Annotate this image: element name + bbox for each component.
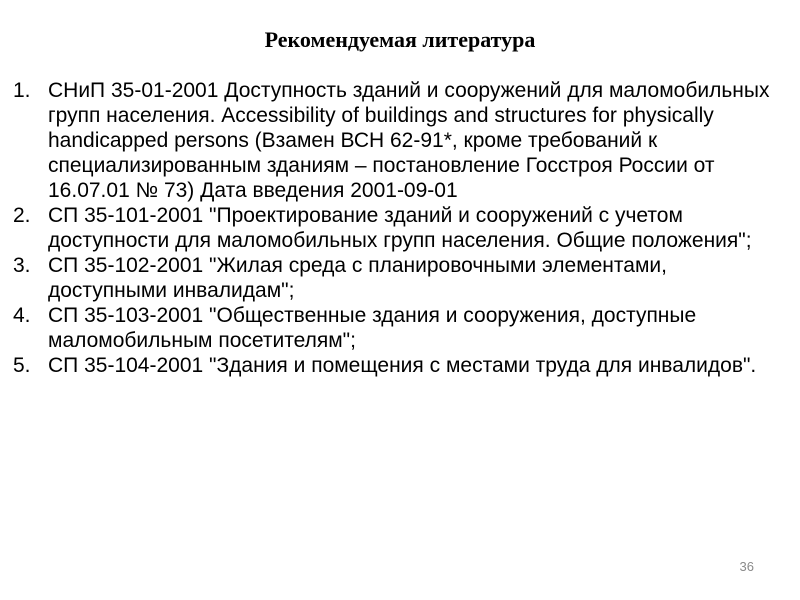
- list-item-text: СНиП 35-01-2001 Доступность зданий и сооружений для маломобильных групп населения. Accessibility of buildings and structures for physically handicapped persons (Взамен ВСН 62-91*, кроме требований к специализированным зданиям – постановление Госстроя России от 16.07.01 № 73) Дата введения 2001-09-01: [48, 79, 770, 202]
- list-item: [13, 353, 774, 378]
- list-item: [13, 78, 774, 203]
- list-item: [13, 303, 774, 353]
- list-item-number: 1.: [13, 79, 31, 102]
- list-item-number: 4.: [13, 304, 31, 327]
- list-item-number: 3.: [13, 254, 31, 277]
- list-item: [13, 253, 774, 303]
- list-item-text: СП 35-102-2001 "Жилая среда с планировочными элементами, доступными инвалидам";: [48, 254, 667, 302]
- list-item-text: СП 35-101-2001 "Проектирование зданий и сооружений с учетом доступности для маломобильных групп населения. Общие положения";: [48, 204, 752, 252]
- literature-list: [0, 78, 800, 378]
- list-item-text: СП 35-104-2001 "Здания и помещения с местами труда для инвалидов".: [48, 354, 757, 377]
- page-number: 36: [739, 559, 754, 574]
- list-item-text: СП 35-103-2001 "Общественные здания и сооружения, доступные маломобильным посетителям";: [48, 304, 697, 352]
- slide-title: Рекомендуемая литература: [264, 27, 536, 52]
- list-item-number: 5.: [13, 354, 31, 377]
- list-item-number: 2.: [13, 204, 31, 227]
- list-item: [13, 203, 774, 253]
